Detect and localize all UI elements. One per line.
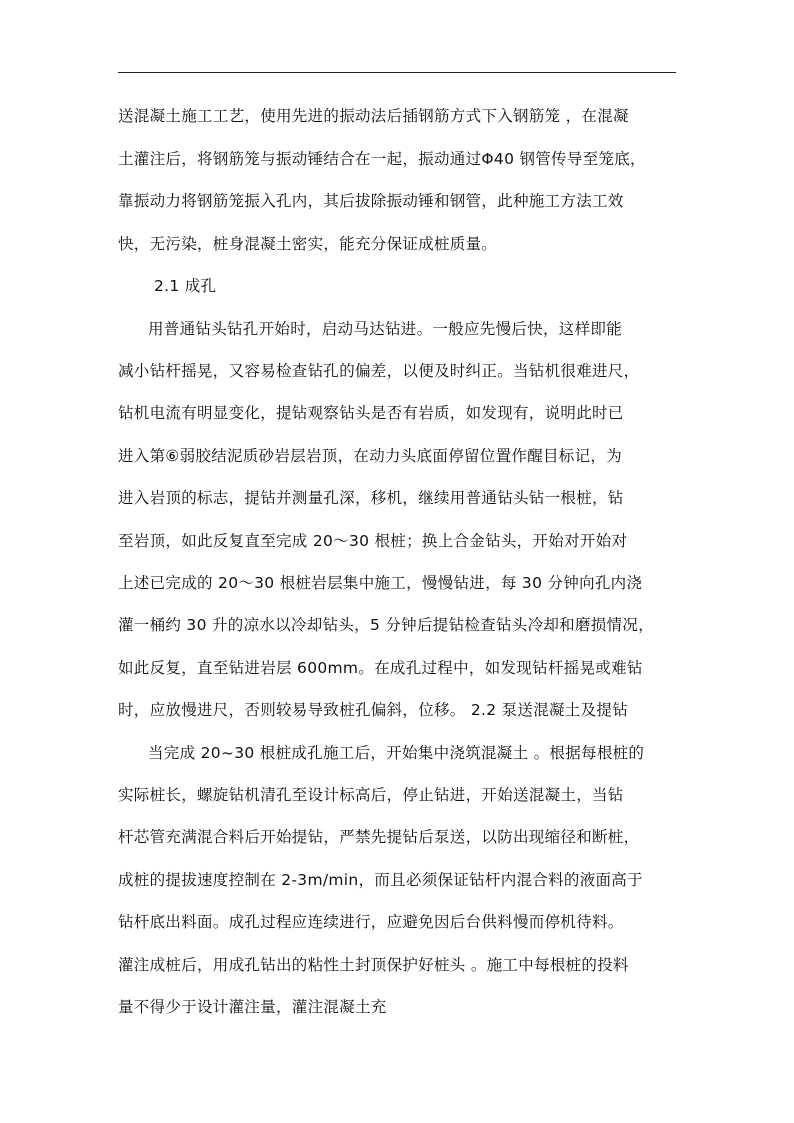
text-line: 上述已完成的 20～30 根桩岩层集中施工，慢慢钻进，每 30 分钟向孔内浇: [118, 574, 643, 592]
text-line: 送混凝土施工工艺，使用先进的振动法后插钢筋方式下入钢筋笼 ，在混凝: [118, 107, 629, 125]
text-line: 时，应放慢进尺，否则较易导致桩孔偏斜，位移。 2.2 泵送混凝土及提钻: [118, 701, 629, 719]
text-line: 钻机电流有明显变化，提钻观察钻头是否有岩质，如发现有，说明此时已: [118, 404, 624, 422]
text-line: 快，无污染，桩身混凝土密实，能充分保证成桩质量。: [118, 235, 498, 253]
text-line: 当完成 20~30 根桩成孔施工后，开始集中浇筑混凝土 。根据每根桩的: [148, 744, 645, 762]
text-line: 成桩的提拔速度控制在 2-3m/min，而且必须保证钻杆内混合料的液面高于: [118, 871, 643, 889]
text-line: 进入岩顶的标志，提钻并测量孔深，移机，继续用普通钻头钻一根桩，钻: [118, 489, 624, 507]
header-rule: [118, 72, 676, 73]
text-line: 土灌注后，将钢筋笼与振动锤结合在一起，振动通过Φ40 钢管传导至笼底，: [118, 150, 646, 168]
text-line: 减小钻杆摇晃，又容易检查钻孔的偏差，以便及时纠正。当钻机很难进尺，: [118, 362, 640, 380]
text-line: 用普通钻头钻孔开始时，启动马达钻进。一般应先慢后快，这样即能: [148, 320, 623, 338]
section-heading: 2.1 成孔: [154, 277, 217, 295]
text-line: 靠振动力将钢筋笼振入孔内，其后拔除振动锤和钢管，此种施工方法工效: [118, 192, 624, 210]
text-line: 杆芯管充满混合料后开始提钻，严禁先提钻后泵送，以防出现缩径和断桩，: [118, 828, 640, 846]
text-line: 如此反复，直至钻进岩层 600mm。在成孔过程中，如发现钻杆摇晃或难钻: [118, 659, 643, 677]
text-line: 进入第⑥弱胶结泥质砂岩层岩顶，在动力头底面停留位置作醒目标记，为: [118, 447, 622, 465]
text-line: 实际桩长，螺旋钻机清孔至设计标高后，停止钻进，开始送混凝土，当钻: [118, 786, 624, 804]
text-line: 钻杆底出料面。成孔过程应连续进行，应避免因后台供料慢而停机待料。: [118, 913, 624, 931]
text-line: 灌一桶约 30 升的凉水以冷却钻头，5 分钟后提钻检查钻头冷却和磨损情况，: [118, 616, 654, 634]
text-line: 至岩顶，如此反复直至完成 20～30 根桩；换上合金钻头，开始对开始对: [118, 532, 628, 550]
text-line: 灌注成桩后，用成孔钻出的粘性土封顶保护好桩头 。施工中每根桩的投料: [118, 956, 629, 974]
text-line: 量不得少于设计灌注量，灌注混凝土充: [118, 998, 387, 1016]
